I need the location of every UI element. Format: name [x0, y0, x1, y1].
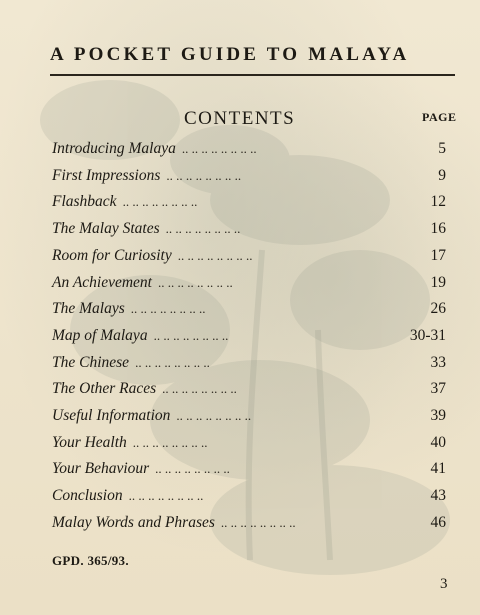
toc-dot-leader: .. .. .. .. .. .. .. ..: [130, 301, 206, 317]
toc-entry-title: The Malays: [52, 300, 125, 318]
toc-dot-leader: .. .. .. .. .. .. .. ..: [162, 381, 237, 397]
toc-dot-leader: .. .. .. .. .. .. .. ..: [132, 434, 208, 450]
toc-entry: [52, 407, 446, 429]
toc-entry-page: 26: [430, 300, 446, 318]
page-column-label: PAGE: [422, 110, 457, 124]
toc-entry-title: Conclusion: [52, 487, 123, 505]
toc-dot-leader: .. .. .. .. .. .. .. ..: [165, 221, 241, 237]
toc-dot-leader: .. .. .. .. .. .. .. ..: [153, 327, 229, 343]
toc-entry-title: Flashback: [52, 193, 117, 211]
toc-dot-leader: .. .. .. .. .. .. .. ..: [135, 354, 210, 370]
toc-dot-leader: .. .. .. .. .. .. .. ..: [177, 247, 253, 263]
toc-entry: [52, 274, 446, 296]
toc-entry-title: Malay Words and Phrases: [52, 513, 215, 531]
toc-dot-leader: .. .. .. .. .. .. .. ..: [155, 461, 230, 477]
toc-entry: [52, 514, 446, 536]
toc-entry: [52, 140, 446, 162]
toc-entry-title: First Impressions: [52, 166, 161, 184]
toc-entry: [52, 380, 446, 402]
page-number: 3: [440, 576, 448, 592]
toc-entry-page: 19: [430, 273, 446, 291]
toc-dot-leader: .. .. .. .. .. .. .. ..: [181, 141, 257, 156]
toc-entry-page: 43: [430, 487, 446, 505]
title-rule: [50, 74, 455, 76]
toc-dot-leader: .. .. .. .. .. .. .. ..: [176, 408, 252, 423]
toc-entry-page: 30-31: [409, 326, 446, 344]
toc-entry: [52, 487, 446, 509]
contents-heading: CONTENTS: [184, 108, 296, 129]
toc-entry-page: 12: [430, 193, 446, 211]
toc-entry-page: 41: [430, 460, 446, 478]
toc-entry-page: 37: [430, 380, 446, 398]
toc-entry: [52, 460, 446, 482]
toc-entry-title: An Achievement: [52, 273, 152, 291]
toc-entry: [52, 167, 446, 189]
toc-entry-page: 9: [438, 166, 446, 184]
toc-dot-leader: .. .. .. .. .. .. .. ..: [166, 167, 242, 183]
toc-dot-leader: .. .. .. .. .. .. .. ..: [128, 488, 204, 504]
toc-entry-page: 40: [430, 433, 446, 451]
toc-entry: [52, 354, 446, 376]
toc-entry-title: Room for Curiosity: [52, 246, 172, 264]
toc-dot-leader: .. .. .. .. .. .. .. ..: [122, 194, 198, 210]
toc-entry-title: The Chinese: [52, 353, 130, 371]
toc-entry-page: 5: [438, 140, 446, 157]
toc-entry-title: The Other Races: [52, 380, 157, 398]
toc-entry: [52, 300, 446, 322]
toc-entry-title: Your Behaviour: [52, 460, 150, 478]
toc-entry-title: Useful Information: [52, 407, 171, 424]
book-title: A POCKET GUIDE TO MALAYA: [50, 44, 410, 65]
toc-entry-page: 17: [430, 246, 446, 264]
toc-dot-leader: .. .. .. .. .. .. .. ..: [220, 514, 296, 530]
toc-entry: [52, 327, 446, 349]
toc-entry-page: 33: [430, 353, 446, 371]
toc-entry-title: Map of Malaya: [52, 326, 148, 344]
toc-dot-leader: .. .. .. .. .. .. .. ..: [158, 274, 233, 290]
toc-entry-title: Your Health: [52, 433, 127, 451]
toc-entry-page: 39: [430, 407, 446, 424]
toc-entry: [52, 247, 446, 269]
toc-entry: [52, 193, 446, 215]
toc-entry-page: 16: [430, 220, 446, 238]
toc-entry-title: The Malay States: [52, 220, 160, 238]
toc-entry: [52, 434, 446, 456]
toc-entry-title: Introducing Malaya: [52, 140, 176, 157]
toc-entry: [52, 220, 446, 242]
publication-code: GPD. 365/93.: [52, 553, 129, 568]
toc-entry-page: 46: [430, 513, 446, 531]
